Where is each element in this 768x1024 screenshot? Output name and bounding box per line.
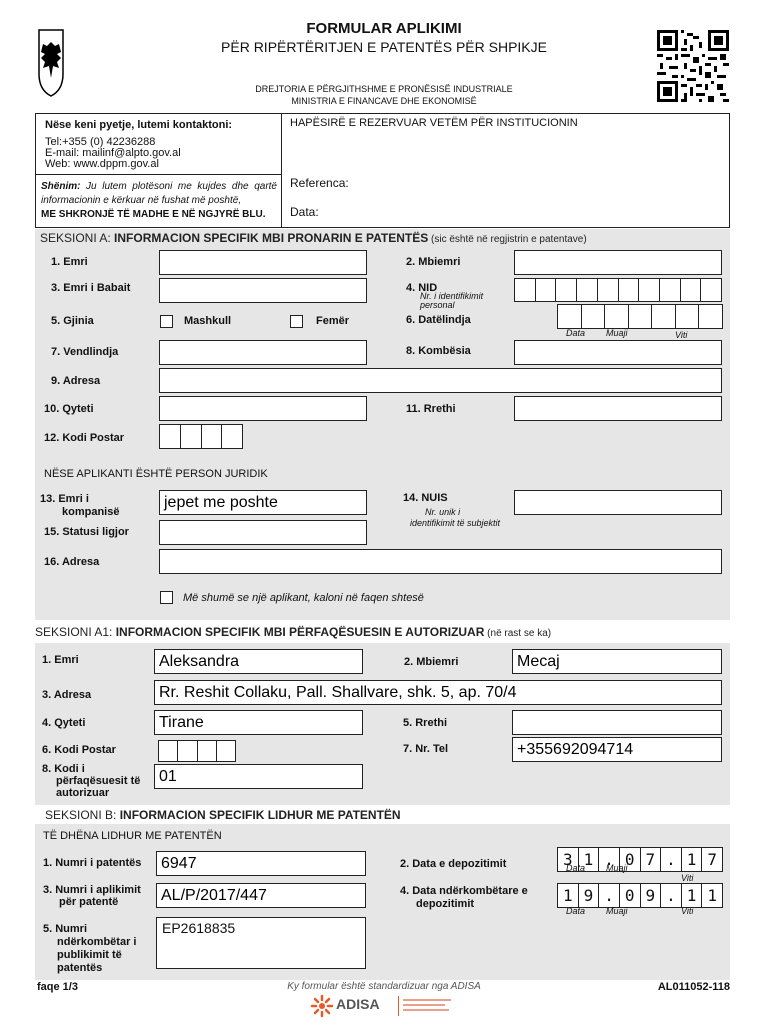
- deposit-year-caption: Viti: [681, 873, 694, 883]
- patent-number-field[interactable]: 6947: [156, 851, 366, 876]
- label-nuis: 14. NUIS: [403, 492, 448, 504]
- label-intl-publication-number: 5. Numri ndërkombëtar i publikimit të patentës: [43, 923, 137, 974]
- rep-district-field[interactable]: [512, 710, 722, 735]
- form-code: AL011052-118: [657, 981, 730, 993]
- nid-sublabel: Nr. i identifikimit personal: [420, 291, 484, 310]
- father-name-field[interactable]: [159, 278, 367, 303]
- label-vendlindja: 7. Vendlindja: [51, 346, 119, 358]
- deposit-date-char-6: 1: [681, 847, 702, 872]
- deposit-date-char-3: 0: [619, 847, 640, 872]
- date-label: Data:: [290, 205, 319, 219]
- label-datelindja: 6. Datëlindja: [406, 314, 471, 326]
- owner-city-field[interactable]: [159, 396, 367, 421]
- intl-deposit-date-char-5: .: [660, 883, 681, 908]
- more-applicants-checkbox[interactable]: [160, 591, 173, 604]
- rep-label-rrethi: 5. Rrethi: [403, 717, 448, 729]
- label-company-name: 13. Emri i kompanisë: [40, 493, 120, 518]
- label-emri: 1. Emri: [51, 256, 88, 268]
- rep-label-emri: 1. Emri: [42, 654, 79, 666]
- label-deposit-date: 2. Data e depozitimit: [400, 858, 507, 870]
- company-name-field[interactable]: jepet me poshte: [159, 490, 367, 515]
- deposit-day-caption: Data: [566, 863, 586, 873]
- intl-day-caption: Data: [566, 906, 586, 916]
- section-b-title: SEKSIONI B: INFORMACION SPECIFIK LIDHUR ME PATENTËN: [45, 808, 401, 822]
- female-label: Femër: [316, 315, 350, 327]
- deposit-date-char-1: 1: [578, 847, 599, 872]
- contact-web[interactable]: Web: www.dppm.gov.al: [45, 158, 159, 170]
- rep-first-name-field[interactable]: Aleksandra: [154, 649, 363, 674]
- deposit-date-char-5: .: [660, 847, 681, 872]
- rep-label-code: 8. Kodi i përfaqësuesit të autorizuar: [42, 763, 141, 799]
- label-gjinia: 5. Gjinia: [51, 315, 94, 327]
- rep-label-qyteti: 4. Qyteti: [42, 717, 86, 729]
- intl-deposit-date-char-0: 1: [557, 883, 578, 908]
- nationality-field[interactable]: [514, 340, 722, 365]
- label-adresa: 9. Adresa: [51, 375, 101, 387]
- intl-deposit-date-char-4: 9: [640, 883, 661, 908]
- legal-status-field[interactable]: [159, 520, 367, 545]
- label-nid: 4. NID: [406, 282, 438, 294]
- form-subtitle: PËR RIPËRTËRITJEN E PATENTËS PËR SHPIKJE: [221, 39, 547, 55]
- ministry-name: MINISTRIA E FINANCAVE DHE EKONOMISË: [291, 96, 477, 106]
- rep-phone-field[interactable]: +355692094714: [512, 737, 722, 762]
- label-application-number: 3. Numri i aplikimit për patentë: [43, 884, 141, 908]
- owner-postal-code-field[interactable]: [159, 424, 243, 449]
- rep-last-name-field[interactable]: Mecaj: [512, 649, 722, 674]
- nid-field[interactable]: [514, 278, 722, 302]
- rep-label-adresa: 3. Adresa: [42, 689, 92, 701]
- birth-year-caption: Viti: [675, 330, 688, 340]
- rep-label-tel: 7. Nr. Tel: [403, 743, 449, 755]
- albania-emblem-icon: [37, 28, 65, 98]
- birth-day-caption: Data: [566, 328, 586, 338]
- org-name: DREJTORIA E PËRGJITHSHME E PRONËSISË INDUSTRIALE: [255, 84, 513, 94]
- label-patent-number: 1. Numri i patentës: [43, 857, 142, 869]
- contact-tel: Tel:+355 (0) 42236288: [45, 136, 156, 148]
- rep-postal-code-field[interactable]: [158, 740, 236, 762]
- rep-label-mbiemri: 2. Mbiemri: [404, 656, 459, 668]
- contact-heading: Nëse keni pyetje, lutemi kontaktoni:: [45, 119, 233, 131]
- page-number: faqe 1/3: [37, 981, 78, 993]
- note-body: Ju lutem plotësoni me kujdes dhe qartë informacionin e kërkuar në fushat më poshtë,: [41, 181, 277, 206]
- more-applicants-label: Më shumë se një aplikant, kaloni në faqen shtesë: [183, 592, 424, 604]
- qr-code-icon: [657, 30, 729, 102]
- intl-deposit-date-char-6: 1: [681, 883, 702, 908]
- birth-month-caption: Muaji: [606, 328, 628, 338]
- intl-deposit-date-char-1: 9: [578, 883, 599, 908]
- label-kombesia: 8. Kombësia: [406, 345, 471, 357]
- note-bold: ME SHKRONJË TË MADHE E NË NGJYRË BLU.: [41, 209, 266, 220]
- nuis-sublabel-2: identifikimit të subjektit: [410, 518, 501, 528]
- owner-address-field[interactable]: [159, 368, 722, 393]
- form-title: FORMULAR APLIKIMI: [306, 20, 462, 37]
- label-rrethi: 11. Rrethi: [406, 403, 456, 415]
- contact-email[interactable]: E-mail: mailinf@alpto.gov.al: [45, 147, 181, 159]
- male-checkbox[interactable]: [160, 315, 173, 328]
- female-checkbox[interactable]: [290, 315, 303, 328]
- deposit-month-caption: Muaji: [606, 863, 628, 873]
- nuis-field[interactable]: [514, 490, 722, 515]
- deposit-date-char-4: 7: [640, 847, 661, 872]
- intl-month-caption: Muaji: [606, 906, 628, 916]
- label-emri-babait: 3. Emri i Babait: [51, 282, 131, 294]
- rep-label-kodi-postar: 6. Kodi Postar: [42, 744, 116, 756]
- rep-address-field[interactable]: Rr. Reshit Collaku, Pall. Shallvare, shk. 5, ap. 70/4: [154, 680, 722, 705]
- nuis-sublabel-1: Nr. unik i: [425, 507, 461, 517]
- standard-note: Ky formular është standardizuar nga ADISA: [287, 981, 481, 992]
- label-legal-status: 15. Statusi ligjor: [44, 526, 129, 538]
- label-intl-deposit-date: 4. Data ndërkombëtare e depozitimit: [400, 885, 528, 910]
- juridic-heading: NËSE APLIKANTI ËSHTË PERSON JURIDIK: [44, 468, 268, 480]
- intl-deposit-date-field[interactable]: [557, 883, 723, 908]
- birthdate-field[interactable]: [557, 304, 723, 329]
- intl-deposit-date-char-3: 0: [619, 883, 640, 908]
- reference-label: Referenca:: [290, 176, 349, 190]
- application-number-field[interactable]: AL/P/2017/447: [156, 883, 366, 908]
- rep-code-field[interactable]: 01: [154, 764, 363, 789]
- owner-first-name-field[interactable]: [159, 250, 367, 275]
- deposit-date-char-2: .: [598, 847, 619, 872]
- label-company-address: 16. Adresa: [44, 556, 100, 568]
- label-qyteti: 10. Qyteti: [44, 403, 94, 415]
- company-address-field[interactable]: [159, 549, 722, 574]
- intl-publication-number-field[interactable]: EP2618835: [156, 917, 366, 969]
- label-mbiemri: 2. Mbiemri: [406, 256, 461, 268]
- section-a-title: SEKSIONI A: INFORMACION SPECIFIK MBI PRONARIN E PATENTËS (sic është në regjistrin e patentave): [40, 231, 587, 245]
- intl-year-caption: Viti: [681, 906, 694, 916]
- section-a1-title: SEKSIONI A1: INFORMACION SPECIFIK MBI PËRFAQËSUESIN E AUTORIZUAR (në rast se ka): [35, 625, 552, 639]
- owner-last-name-field[interactable]: [514, 250, 722, 275]
- section-b-subheading: TË DHËNA LIDHUR ME PATENTËN: [43, 830, 222, 842]
- label-kodi-postar: 12. Kodi Postar: [44, 432, 125, 444]
- owner-district-field[interactable]: [514, 396, 722, 421]
- reserved-heading: HAPËSIRË E REZERVUAR VETËM PËR INSTITUCIONIN: [290, 117, 578, 129]
- note-label: Shënim:: [41, 181, 81, 192]
- birthplace-field[interactable]: [159, 340, 367, 365]
- adisa-logo-text: ADISA: [336, 996, 380, 1012]
- rep-city-field[interactable]: Tirane: [154, 710, 363, 735]
- adisa-logo-fineprint: [398, 996, 458, 1016]
- note-text: [41, 180, 277, 222]
- deposit-date-char-0: 3: [557, 847, 578, 872]
- intl-deposit-date-char-7: 1: [701, 883, 723, 908]
- intl-deposit-date-char-2: .: [598, 883, 619, 908]
- deposit-date-char-7: 7: [701, 847, 723, 872]
- male-label: Mashkull: [184, 315, 232, 327]
- adisa-logo-icon: [310, 994, 334, 1018]
